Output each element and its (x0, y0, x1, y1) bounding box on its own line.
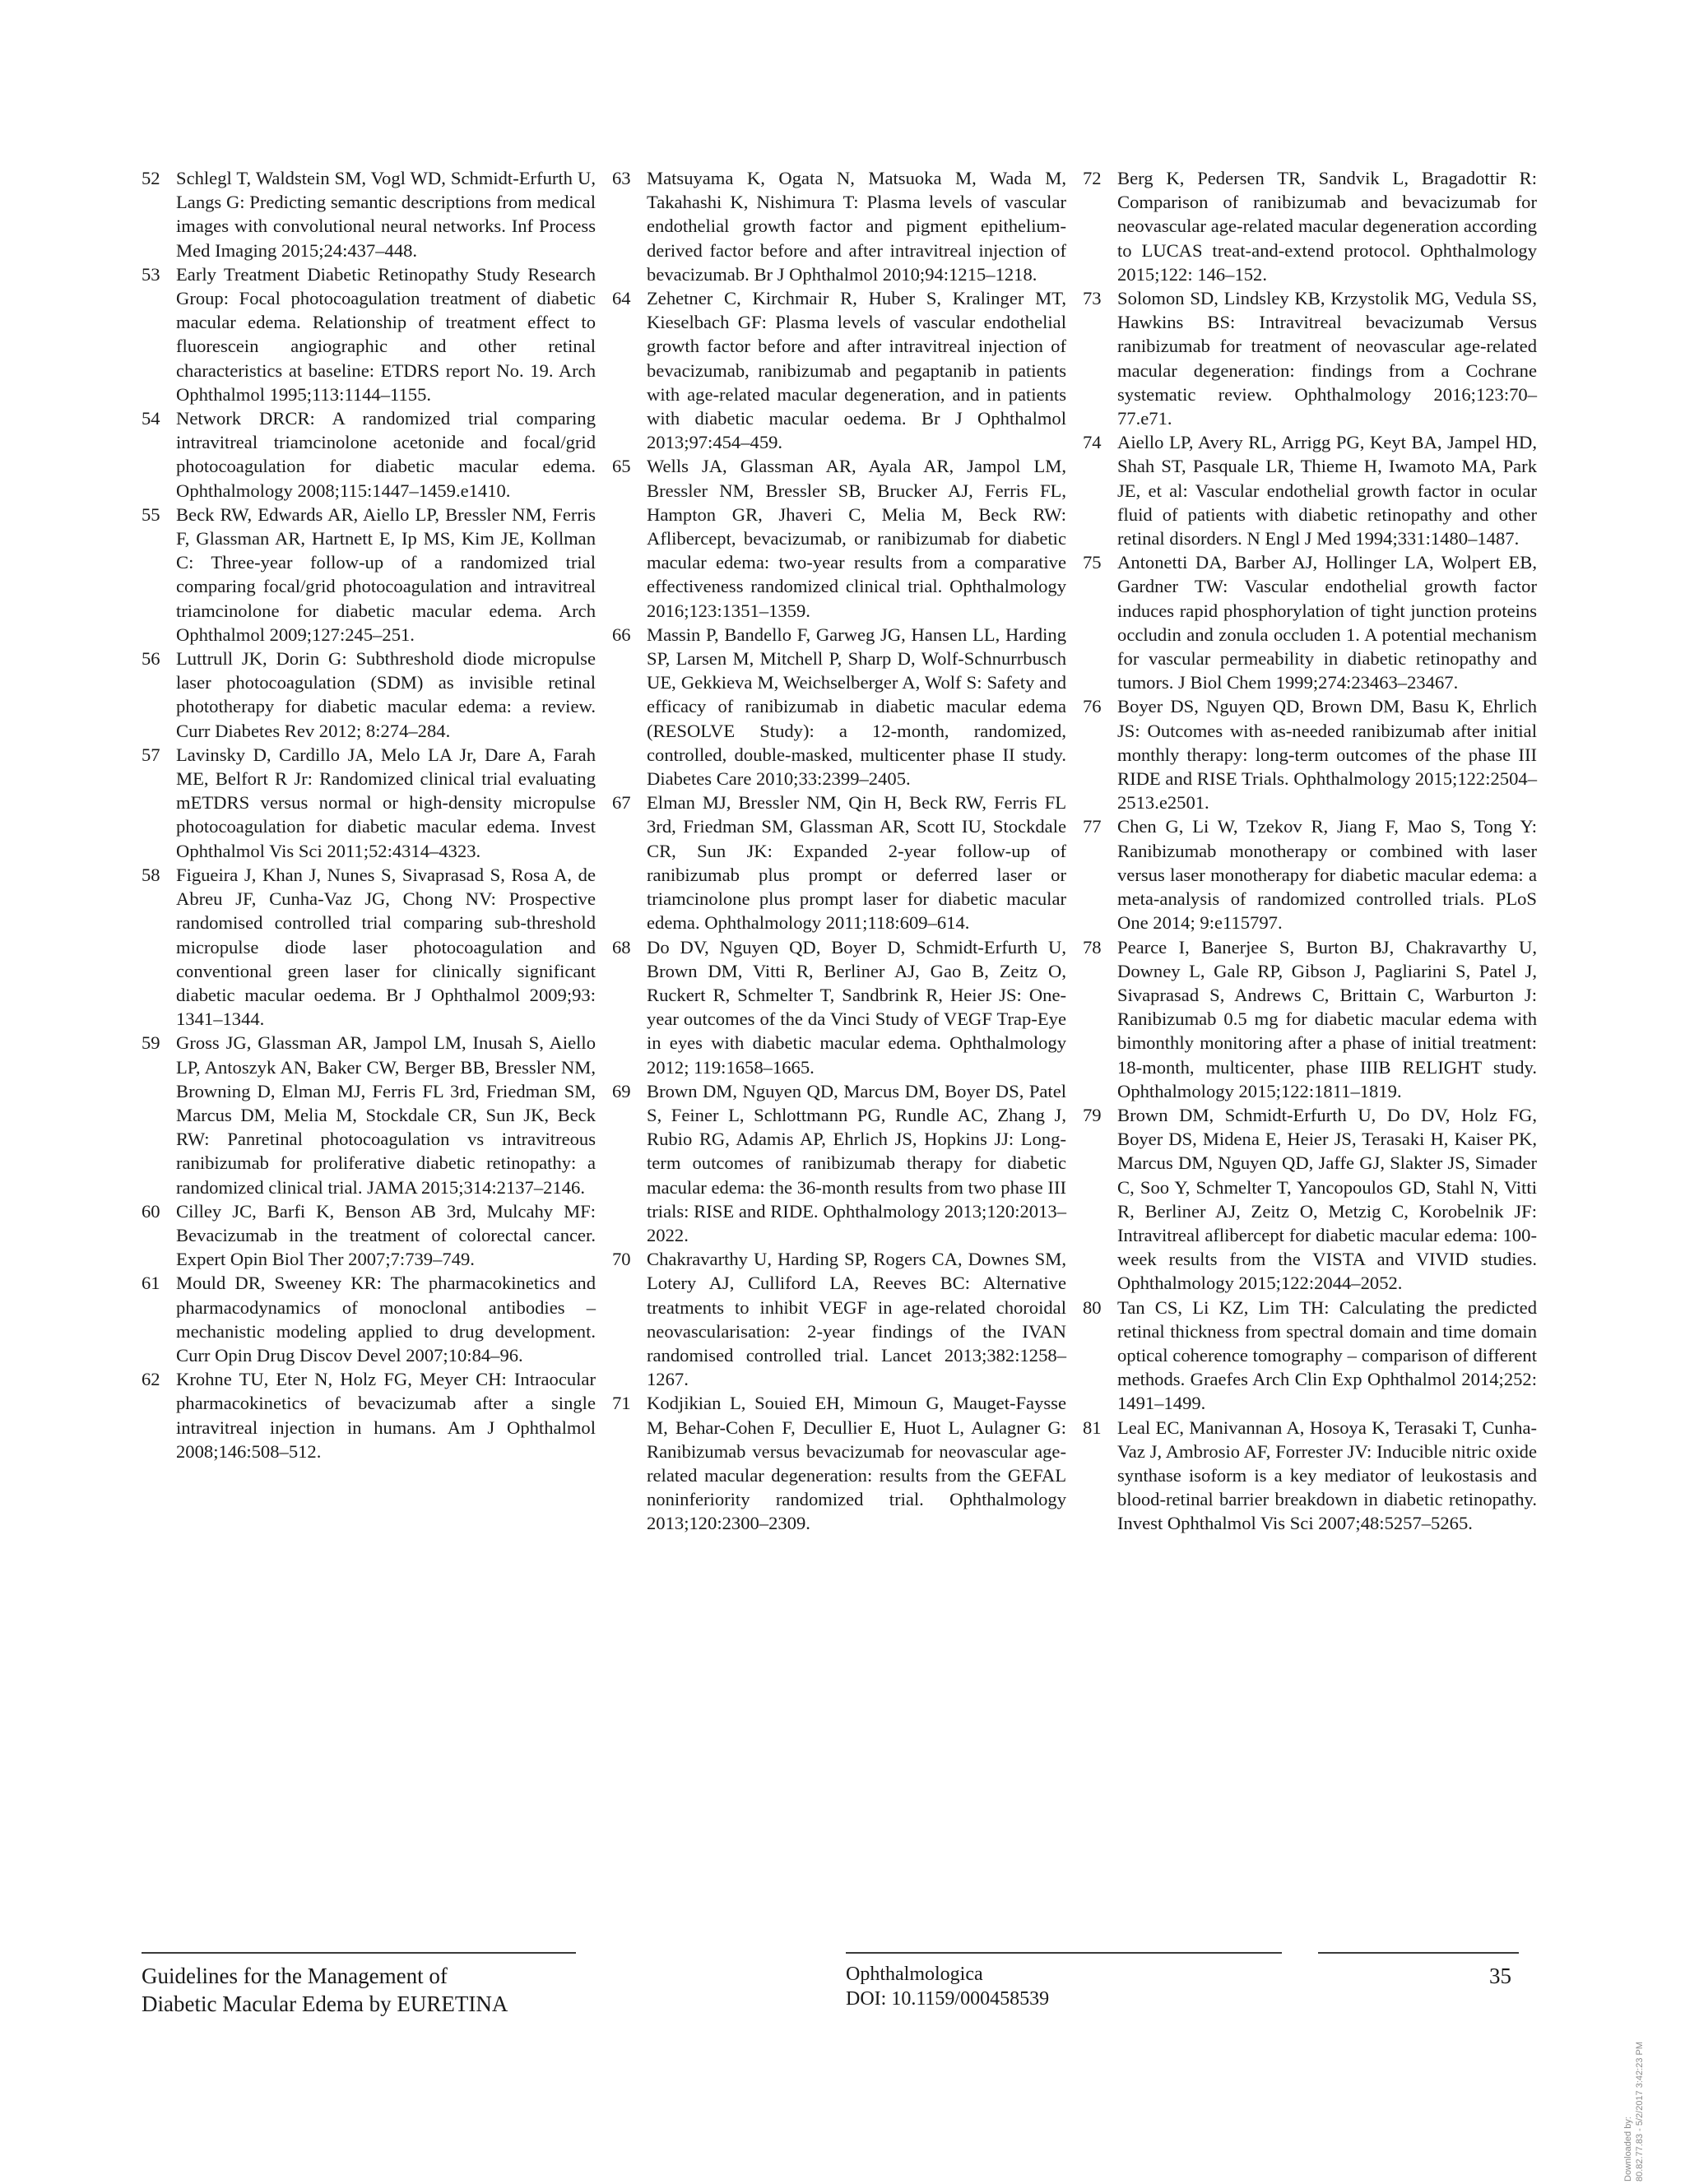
reference-item (612, 286, 1066, 454)
reference-number: 56 (142, 648, 160, 670)
reference-item (142, 166, 596, 262)
reference-text: Network DRCR: A randomized trial comparing intravitreal triamcinolone acetonide and focal/grid photocoagulation for diabetic macular edema. Ophthalmology 2008;115:1447–1459.e1410. (176, 408, 596, 501)
running-title (142, 1962, 635, 2018)
reference-number: 76 (1083, 696, 1102, 717)
reference-item (142, 262, 596, 406)
reference-number: 69 (612, 1080, 631, 1101)
reference-number: 61 (142, 1273, 160, 1294)
reference-column-2 (612, 166, 1066, 1536)
reference-item (612, 791, 1066, 934)
reference-number: 80 (1083, 1296, 1102, 1318)
reference-text: Solomon SD, Lindsley KB, Krzystolik MG, Vedula SS, Hawkins BS: Intravitreal bevacizumab Versus ranibizumab for treatment of neovascular age-related macular degeneration: findings from a Cochrane systematic review. Ophthalmology 2016;123:70–77.e71. (1117, 288, 1537, 429)
running-title-line-2: Diabetic Macular Edema by EURETINA (142, 1992, 508, 2016)
reference-text: Kodjikian L, Souied EH, Mimoun G, Mauget-Faysse M, Behar-Cohen F, Decullier E, Huot L, Aulagner G: Ranibizumab versus bevacizumab for neovascular age-related macular degeneration: results from the GEFAL noninferiority randomized trial. Ophthalmology 2013;120:2300–2309. (647, 1393, 1066, 1534)
reference-item (1083, 1416, 1537, 1536)
reference-number: 65 (612, 456, 631, 477)
reference-number: 74 (1083, 432, 1102, 453)
reference-item (612, 1247, 1066, 1391)
footer-rule-right (1318, 1952, 1519, 1954)
reference-number: 53 (142, 263, 160, 285)
reference-item (1083, 1296, 1537, 1416)
reference-text: Figueira J, Khan J, Nunes S, Sivaprasad S, Rosa A, de Abreu JF, Cunha-Vaz JG, Chong NV: Prospective randomised controlled trial comparing sub-threshold micropulse diode laser photocoagulation and conventional green laser for clinically significant diabetic macular oedema. Br J Ophthalmol 2009;93: 1341–1344. (176, 864, 596, 1030)
doi: DOI: 10.1159/000458539 (846, 1988, 1050, 2010)
footer-rule-middle (846, 1952, 1282, 1954)
reference-text: Chakravarthy U, Harding SP, Rogers CA, Downes SM, Lotery AJ, Culliford LA, Reeves BC: Alternative treatments to inhibit VEGF in age-related choroidal neovascularisation: 2-year findings of the IVAN randomised controlled trial. Lancet 2013;382:1258–1267. (647, 1249, 1066, 1390)
reference-number: 59 (142, 1032, 160, 1054)
reference-text: Gross JG, Glassman AR, Jampol LM, Inusah S, Aiello LP, Antoszyk AN, Baker CW, Berger BB, Bressler NM, Browning D, Elman MJ, Ferris FL 3rd, Friedman SM, Marcus DM, Melia M, Stockdale CR, Sun JK, Beck RW: Panretinal photocoagulation vs intravitreous ranibizumab for proliferative diabetic retinopathy: a randomized clinical trial. JAMA 2015;314:2137–2146. (176, 1032, 596, 1198)
reference-column-1 (142, 166, 596, 1463)
reference-number: 73 (1083, 288, 1102, 309)
reference-item (1083, 814, 1537, 934)
reference-text: Chen G, Li W, Tzekov R, Jiang F, Mao S, Tong Y: Ranibizumab monotherapy or combined with laser versus laser monotherapy for diabetic macular edema: a meta-analysis of randomized controlled trials. PLoS One 2014; 9:e115797. (1117, 816, 1537, 934)
reference-item (142, 647, 596, 743)
reference-number: 67 (612, 792, 631, 814)
reference-text: Tan CS, Li KZ, Lim TH: Calculating the predicted retinal thickness from spectral domain and time domain optical coherence tomography – comparison of different methods. Graefes Arch Clin Exp Ophthalmol 2014;252: 1491–1499. (1117, 1296, 1537, 1414)
download-note-line-2: 80.82.77.83 - 5/2/2017 3:42:23 PM (1635, 2041, 1645, 2182)
reference-item (1083, 550, 1537, 694)
reference-column-3 (1083, 166, 1537, 1536)
reference-text: Antonetti DA, Barber AJ, Hollinger LA, Wolpert EB, Gardner TW: Vascular endothelial growth factor induces rapid phosphorylation of tight junction proteins occludin and zonula occluden 1. A potential mechanism for vascular permeability in diabetic retinopathy and tumors. J Biol Chem 1999;274:23463–23467. (1117, 552, 1537, 693)
reference-item (612, 1079, 1066, 1247)
reference-item (142, 1271, 596, 1367)
reference-item (142, 863, 596, 1031)
reference-text: Aiello LP, Avery RL, Arrigg PG, Keyt BA, Jampel HD, Shah ST, Pasquale LR, Thieme H, Iwamoto MA, Park JE, et al: Vascular endothelial growth factor in ocular fluid of patients with diabetic retinopathy and other retinal disorders. N Engl J Med 1994;331:1480–1487. (1117, 432, 1537, 549)
journal-name: Ophthalmologica (846, 1964, 983, 1985)
reference-text: Wells JA, Glassman AR, Ayala AR, Jampol LM, Bressler NM, Bressler SB, Brucker AJ, Ferris FL, Hampton GR, Jhaveri C, Melia M, Beck RW: Aflibercept, bevacizumab, or ranibizumab for diabetic macular edema: two-year results from a comparative effectiveness randomized clinical trial. Ophthalmology 2016;123:1351–1359. (647, 456, 1066, 621)
reference-text: Cilley JC, Barfi K, Benson AB 3rd, Mulcahy MF: Bevacizumab in the treatment of colorectal cancer. Expert Opin Biol Ther 2007;7:739–749. (176, 1200, 596, 1270)
reference-item (1083, 286, 1537, 430)
download-watermark (1622, 2042, 1646, 2182)
reference-text: Luttrull JK, Dorin G: Subthreshold diode micropulse laser photocoagulation (SDM) as invisible retinal phototherapy for diabetic macular edema: a review. Curr Diabetes Rev 2012; 8:274–284. (176, 648, 596, 741)
reference-number: 58 (142, 864, 160, 885)
reference-number: 52 (142, 168, 160, 188)
page-number: 35 (1489, 1964, 1511, 1988)
reference-item (612, 454, 1066, 622)
reference-text: Lavinsky D, Cardillo JA, Melo LA Jr, Dare A, Farah ME, Belfort R Jr: Randomized clinical trial evaluating mETDRS versus normal or high-density micropulse photocoagulation for diabetic macular edema. Invest Ophthalmol Vis Sci 2011;52:4314–4323. (176, 744, 596, 861)
reference-text: Elman MJ, Bressler NM, Qin H, Beck RW, Ferris FL 3rd, Friedman SM, Glassman AR, Scott IU, Stockdale CR, Sun JK: Expanded 2-year follow-up of ranibizumab plus prompt or deferred laser or triamcinolone plus prompt laser for diabetic macular edema. Ophthalmology 2011;118:609–614. (647, 792, 1066, 934)
reference-item (612, 1391, 1066, 1535)
reference-number: 68 (612, 936, 631, 958)
reference-item (142, 1031, 596, 1199)
download-note-line-1: Downloaded by: (1623, 2117, 1633, 2182)
reference-number: 62 (142, 1369, 160, 1390)
journal-info (846, 1962, 1049, 2011)
reference-number: 54 (142, 408, 160, 429)
reference-number: 79 (1083, 1104, 1102, 1125)
reference-item (612, 935, 1066, 1079)
reference-item (142, 1199, 596, 1272)
reference-item (142, 406, 596, 503)
reference-text: Matsuyama K, Ogata N, Matsuoka M, Wada M, Takahashi K, Nishimura T: Plasma levels of vascular endothelial growth factor and pigment epithelium-derived factor before and after intravitreal injection of bevacizumab. Br J Ophthalmol 2010;94:1215–1218. (647, 168, 1066, 285)
reference-number: 71 (612, 1393, 631, 1414)
reference-number: 66 (612, 624, 631, 645)
reference-item (142, 503, 596, 647)
reference-item (612, 166, 1066, 286)
reference-text: Krohne TU, Eter N, Holz FG, Meyer CH: Intraocular pharmacokinetics of bevacizumab after a single intravitreal injection in humans. Am J Ophthalmol 2008;146:508–512. (176, 1369, 596, 1462)
reference-text: Zehetner C, Kirchmair R, Huber S, Kralinger MT, Kieselbach GF: Plasma levels of vascular endothelial growth factor before and after intravitreal injection of bevacizumab, ranibizumab and pegaptanib in patients with age-related macular degeneration, and in patients with diabetic macular oedema. Br J Ophthalmol 2013;97:454–459. (647, 288, 1066, 453)
reference-item (1083, 935, 1537, 1103)
reference-number: 72 (1083, 168, 1102, 188)
reference-item (1083, 166, 1537, 286)
reference-text: Do DV, Nguyen QD, Boyer D, Schmidt-Erfurth U, Brown DM, Vitti R, Berliner AJ, Gao B, Zeitz O, Ruckert R, Schmelter T, Sandbrink R, Heier JS: One-year outcomes of the da Vinci Study of VEGF Trap-Eye in eyes with diabetic macular edema. Ophthalmology 2012; 119:1658–1665. (647, 936, 1066, 1078)
reference-text: Schlegl T, Waldstein SM, Vogl WD, Schmidt-Erfurth U, Langs G: Predicting semantic descriptions from medical images with convolutional neural networks. Inf Process Med Imaging 2015;24:437–448. (176, 168, 596, 261)
reference-number: 64 (612, 288, 631, 309)
reference-text: Massin P, Bandello F, Garweg JG, Hansen LL, Harding SP, Larsen M, Mitchell P, Sharp D, Wolf-Schnurrbusch UE, Gekkieva M, Weichselberger A, Wolf S: Safety and efficacy of ranibizumab in diabetic macular edema (RESOLVE Study): a 12-month, randomized, controlled, double-masked, multicenter phase II study. Diabetes Care 2010;33:2399–2405. (647, 624, 1066, 790)
running-title-line-1: Guidelines for the Management of (142, 1964, 448, 1988)
reference-text: Brown DM, Schmidt-Erfurth U, Do DV, Holz FG, Boyer DS, Midena E, Heier JS, Terasaki H, Kaiser PK, Marcus DM, Nguyen QD, Jaffe GJ, Slakter JS, Simader C, Soo Y, Schmelter T, Yancopoulos GD, Stahl N, Vitti R, Berliner AJ, Zeitz O, Metzig C, Korobelnik JF: Intravitreal aflibercept for diabetic macular edema: 100-week results from the VISTA and VIVID studies. Ophthalmology 2015;122:2044–2052. (1117, 1104, 1537, 1294)
reference-item (142, 1367, 596, 1463)
reference-item (1083, 430, 1537, 550)
reference-text: Mould DR, Sweeney KR: The pharmacokinetics and pharmacodynamics of monoclonal antibodies – mechanistic modeling applied to drug development. Curr Opin Drug Discov Devel 2007;10:84–96. (176, 1273, 596, 1366)
reference-number: 57 (142, 744, 160, 765)
reference-number: 70 (612, 1249, 631, 1270)
reference-text: Leal EC, Manivannan A, Hosoya K, Terasaki T, Cunha-Vaz J, Ambrosio AF, Forrester JV: Inducible nitric oxide synthase isoform is a key mediator of leukostasis and blood-retinal barrier breakdown in diabetic retinopathy. Invest Ophthalmol Vis Sci 2007;48:5257–5265. (1117, 1417, 1537, 1534)
reference-text: Beck RW, Edwards AR, Aiello LP, Bressler NM, Ferris F, Glassman AR, Hartnett E, Ip MS, Kim JE, Kollman C: Three-year follow-up of a randomized trial comparing focal/grid photocoagulation and intravitreal triamcinolone for diabetic macular edema. Arch Ophthalmol 2009;127:245–251. (176, 503, 596, 645)
reference-number: 81 (1083, 1417, 1102, 1438)
reference-item (142, 743, 596, 863)
reference-text: Berg K, Pedersen TR, Sandvik L, Bragadottir R: Comparison of ranibizumab and bevacizumab for neovascular age-related macular degeneration according to LUCAS treat-and-extend protocol. Ophthalmology 2015;122: 146–152. (1117, 168, 1537, 285)
reference-number: 63 (612, 168, 631, 188)
reference-number: 78 (1083, 936, 1102, 958)
reference-number: 55 (142, 503, 160, 525)
reference-number: 77 (1083, 816, 1102, 837)
reference-number: 75 (1083, 552, 1102, 573)
reference-item (1083, 1103, 1537, 1296)
reference-item (1083, 694, 1537, 814)
reference-text: Pearce I, Banerjee S, Burton BJ, Chakravarthy U, Downey L, Gale RP, Gibson J, Pagliarini S, Patel J, Sivaprasad S, Andrews C, Brittain C, Warburton J: Ranibizumab 0.5 mg for diabetic macular edema with bimonthly monitoring after a phase of initial treatment: 18-month, multicenter, phase IIIB RELIGHT study. Ophthalmology 2015;122:1811–1819. (1117, 936, 1537, 1101)
reference-number: 60 (142, 1200, 160, 1222)
reference-text: Brown DM, Nguyen QD, Marcus DM, Boyer DS, Patel S, Feiner L, Schlottmann PG, Rundle AC, Zhang J, Rubio RG, Adamis AP, Ehrlich JS, Hopkins JJ: Long-term outcomes of ranibizumab therapy for diabetic macular edema: the 36-month results from two phase III trials: RISE and RIDE. Ophthalmology 2013;120:2013–2022. (647, 1080, 1066, 1245)
reference-text: Early Treatment Diabetic Retinopathy Study Research Group: Focal photocoagulation treatment of diabetic macular edema. Relationship of treatment effect to fluorescein angiographic and other retinal characteristics at baseline: ETDRS report No. 19. Arch Ophthalmol 1995;113:1144–1155. (176, 263, 596, 405)
reference-text: Boyer DS, Nguyen QD, Brown DM, Basu K, Ehrlich JS: Outcomes with as-needed ranibizumab after initial monthly therapy: long-term outcomes of the phase III RIDE and RISE Trials. Ophthalmology 2015;122:2504–2513.e2501. (1117, 696, 1537, 814)
reference-item (612, 623, 1066, 791)
footer-rule-left (142, 1952, 576, 1954)
